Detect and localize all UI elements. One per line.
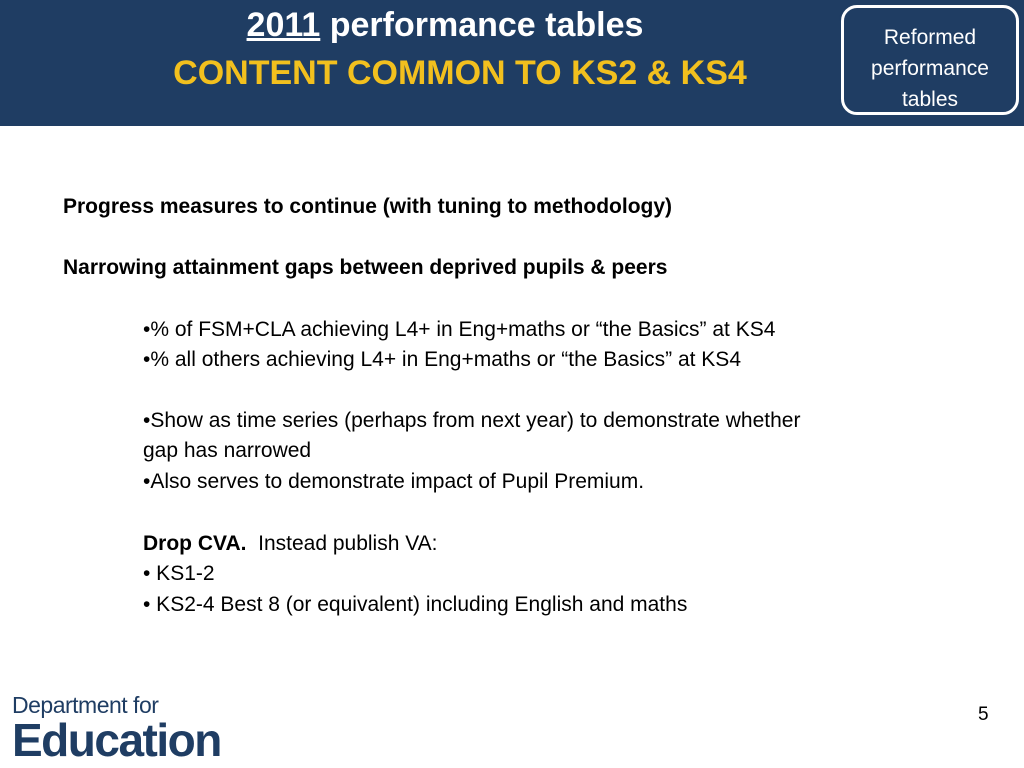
- badge-line-3: tables: [901, 88, 959, 111]
- badge-line-2: performance: [871, 57, 989, 80]
- title-text: performance tables: [320, 6, 644, 44]
- title-year: 2011: [246, 6, 321, 44]
- bullet-fsm-cla: •% of FSM+CLA achieving L4+ in Eng+maths or “the Basics” at KS4: [143, 318, 776, 341]
- bullet-time-series-cont: gap has narrowed: [143, 439, 312, 462]
- header-banner: [0, 0, 1024, 126]
- heading-attainment-gaps: Narrowing attainment gaps between deprived pupils & peers: [63, 256, 668, 279]
- reformed-tables-badge: [841, 5, 1019, 115]
- logo-text-bottom: Education: [12, 714, 221, 766]
- page-subtitle: CONTENT COMMON TO KS2 & KS4: [173, 54, 747, 92]
- drop-cva-line: [143, 531, 438, 557]
- drop-cva-text: Instead publish VA:: [246, 532, 438, 555]
- heading-progress-measures: Progress measures to continue (with tuning to methodology): [63, 195, 673, 218]
- bullet-time-series: •Show as time series (perhaps from next year) to demonstrate whether: [143, 409, 801, 432]
- dfe-logo: [12, 692, 221, 766]
- bullet-all-others: •% all others achieving L4+ in Eng+maths or “the Basics” at KS4: [143, 348, 741, 371]
- logo-text-top: Department for: [12, 692, 159, 718]
- page-number: 5: [978, 704, 989, 725]
- va-item-ks1-2: • KS1-2: [143, 562, 215, 585]
- va-item-ks2-4: • KS2-4 Best 8 (or equivalent) including English and maths: [143, 593, 688, 616]
- page-title: [150, 6, 740, 45]
- bullet-pupil-premium: •Also serves to demonstrate impact of Pupil Premium.: [143, 470, 645, 493]
- badge-line-1: Reformed: [883, 26, 977, 49]
- drop-cva-label: Drop CVA.: [143, 532, 247, 555]
